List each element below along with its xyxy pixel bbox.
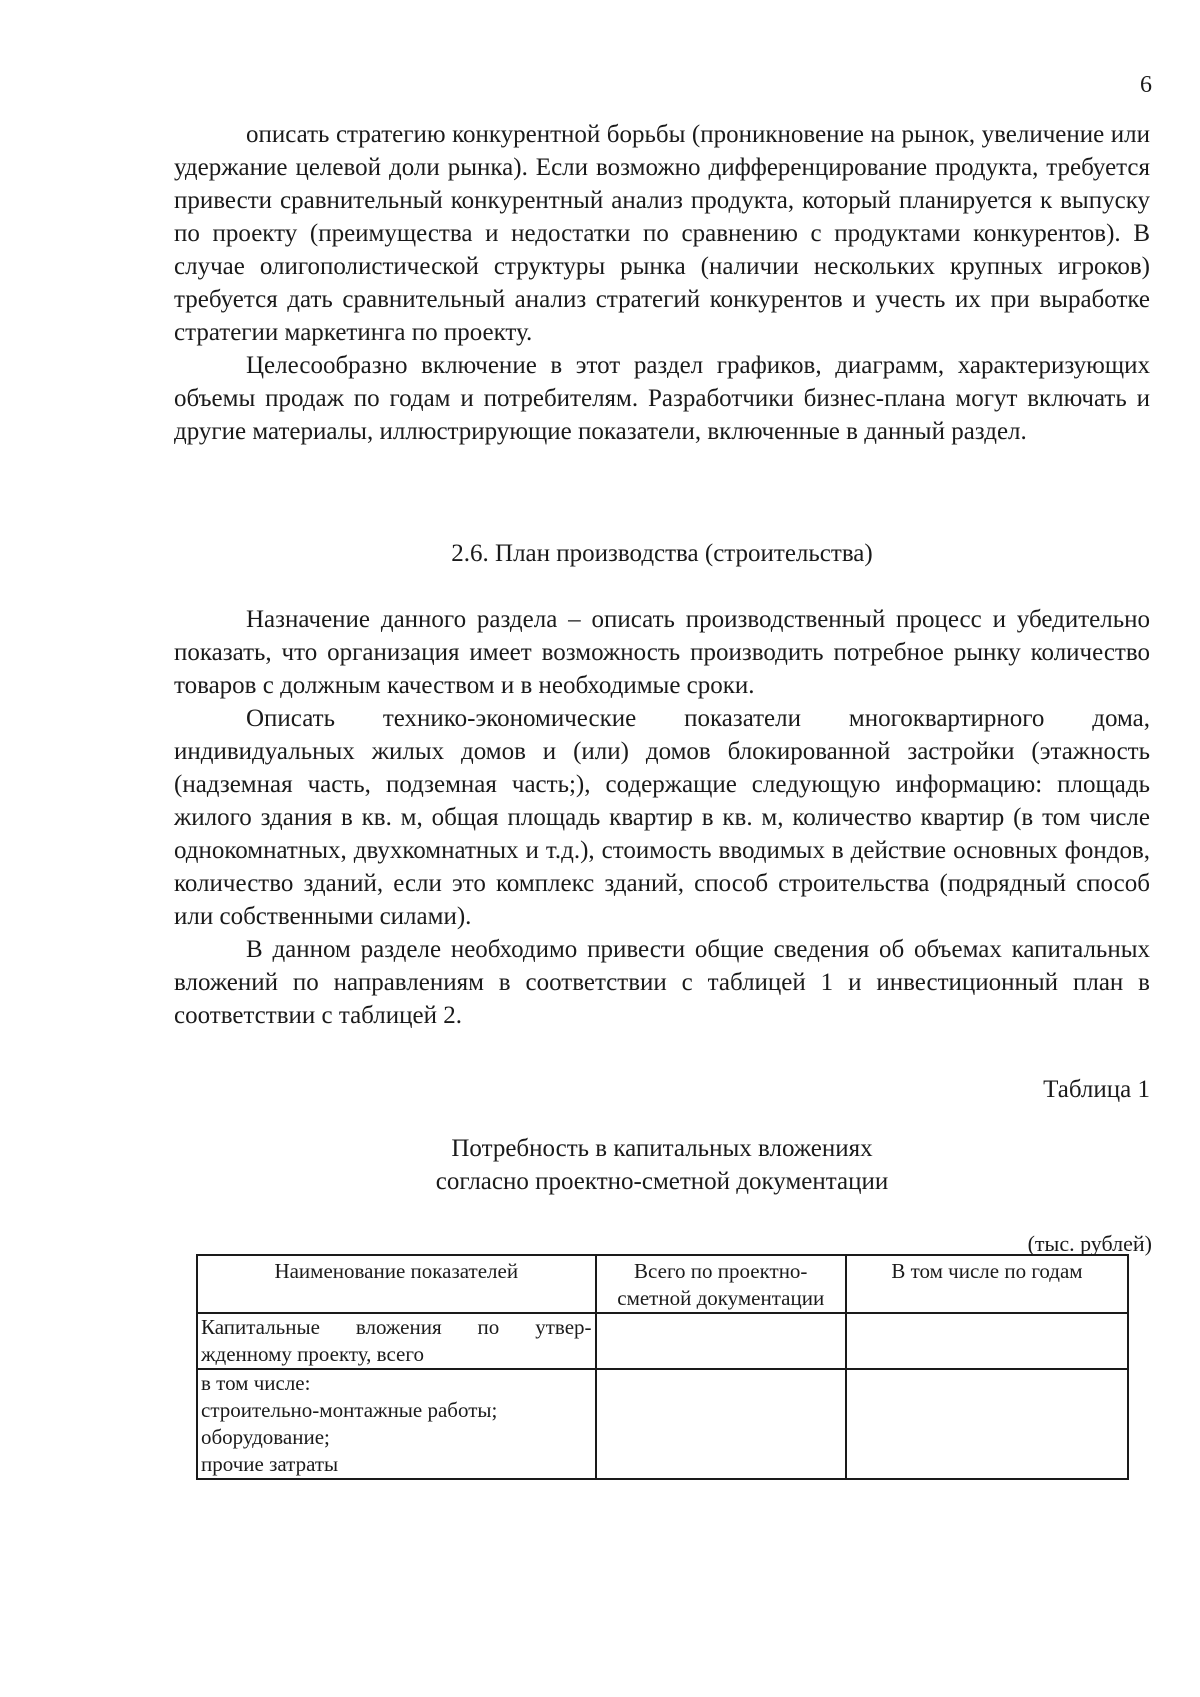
cell-line: жденному проекту, всего <box>201 1342 424 1366</box>
cell-indicator-name <box>197 1369 596 1479</box>
table-row <box>197 1313 1128 1369</box>
cell-by-years <box>846 1369 1128 1479</box>
cell-line: прочие затраты <box>201 1452 339 1476</box>
table-row <box>197 1369 1128 1479</box>
paragraph: Назначение данного раздела – описать производственный процесс и убедительно показать, что организация имеет возможность производить потребное рынку количество товаров с должным качеством и в необходимые сроки. <box>174 606 1150 699</box>
cell-line: строительно-монтажные работы; <box>201 1398 498 1422</box>
cell-total <box>596 1313 846 1369</box>
paragraph: описать стратегию конкурентной борьбы (проникновение на рынок, увеличение или удержание целевой доли рынка). Если возможно дифференцирование продукта, требуется привести сравнительный конкурентный анализ продукта, который планируется к выпуску по проекту (преимущества и недостатки по сравнению с продуктами конкурентов). В случае олигополистической структуры рынка (наличии нескольких крупных игроков) требуется дать сравнительный анализ стратегий конкурентов и учесть их при выработке стратегии маркетинга по проекту. <box>174 121 1150 346</box>
header-by-years: В том числе по годам <box>846 1255 1128 1313</box>
cell-indicator-name <box>197 1313 596 1369</box>
table-label: Таблица 1 <box>1043 1076 1150 1103</box>
table-units: (тыс. рублей) <box>1027 1231 1152 1256</box>
paragraph: Целесообразно включение в этот раздел графиков, диаграмм, характеризующих объемы продаж по годам и потребителям. Разработчики бизнес-плана могут включать и другие материалы, иллюстрирующие показатели, включенные в данный раздел. <box>174 352 1150 445</box>
section-a-text <box>174 118 1150 448</box>
section-heading: 2.6. План производства (строительства) <box>451 540 873 567</box>
table-title-line: Потребность в капитальных вложениях <box>451 1135 873 1162</box>
cell-by-years <box>846 1313 1128 1369</box>
section-b-text <box>174 603 1150 1032</box>
header-indicator-name: Наименование показателей <box>197 1255 596 1313</box>
capex-table <box>196 1254 1129 1480</box>
cell-line: оборудование; <box>201 1425 330 1449</box>
table-title-line: согласно проектно-сметной документации <box>435 1168 889 1195</box>
page-number: 6 <box>1140 72 1152 98</box>
table-header-row <box>197 1255 1128 1313</box>
cell-line: в том числе: <box>201 1371 311 1395</box>
paragraph: В данном разделе необходимо привести общие сведения об объемах капитальных вложений по направлениям в соответствии с таблицей 1 и инвестиционный план в соответствии с таблицей 2. <box>174 936 1150 1029</box>
cell-line: Капитальные вложения по утвер- <box>201 1315 592 1339</box>
table-title <box>174 1132 1150 1198</box>
header-total: Всего по проектно-сметной документации <box>596 1255 846 1313</box>
paragraph: Описать технико-экономические показатели многоквартирного дома, индивидуальных жилых домов и (или) домов блокированной застройки (этажность (надземная часть, подземная часть;), содержащие следующую информацию: площадь жилого здания в кв. м, общая площадь квартир в кв. м, количество квартир (в том числе однокомнатных, двухкомнатных и т.д.), стоимость вводимых в действие основных фондов, количество зданий, если это комплекс зданий, способ строительства (подрядный способ или собственными силами). <box>174 705 1150 930</box>
cell-total <box>596 1369 846 1479</box>
